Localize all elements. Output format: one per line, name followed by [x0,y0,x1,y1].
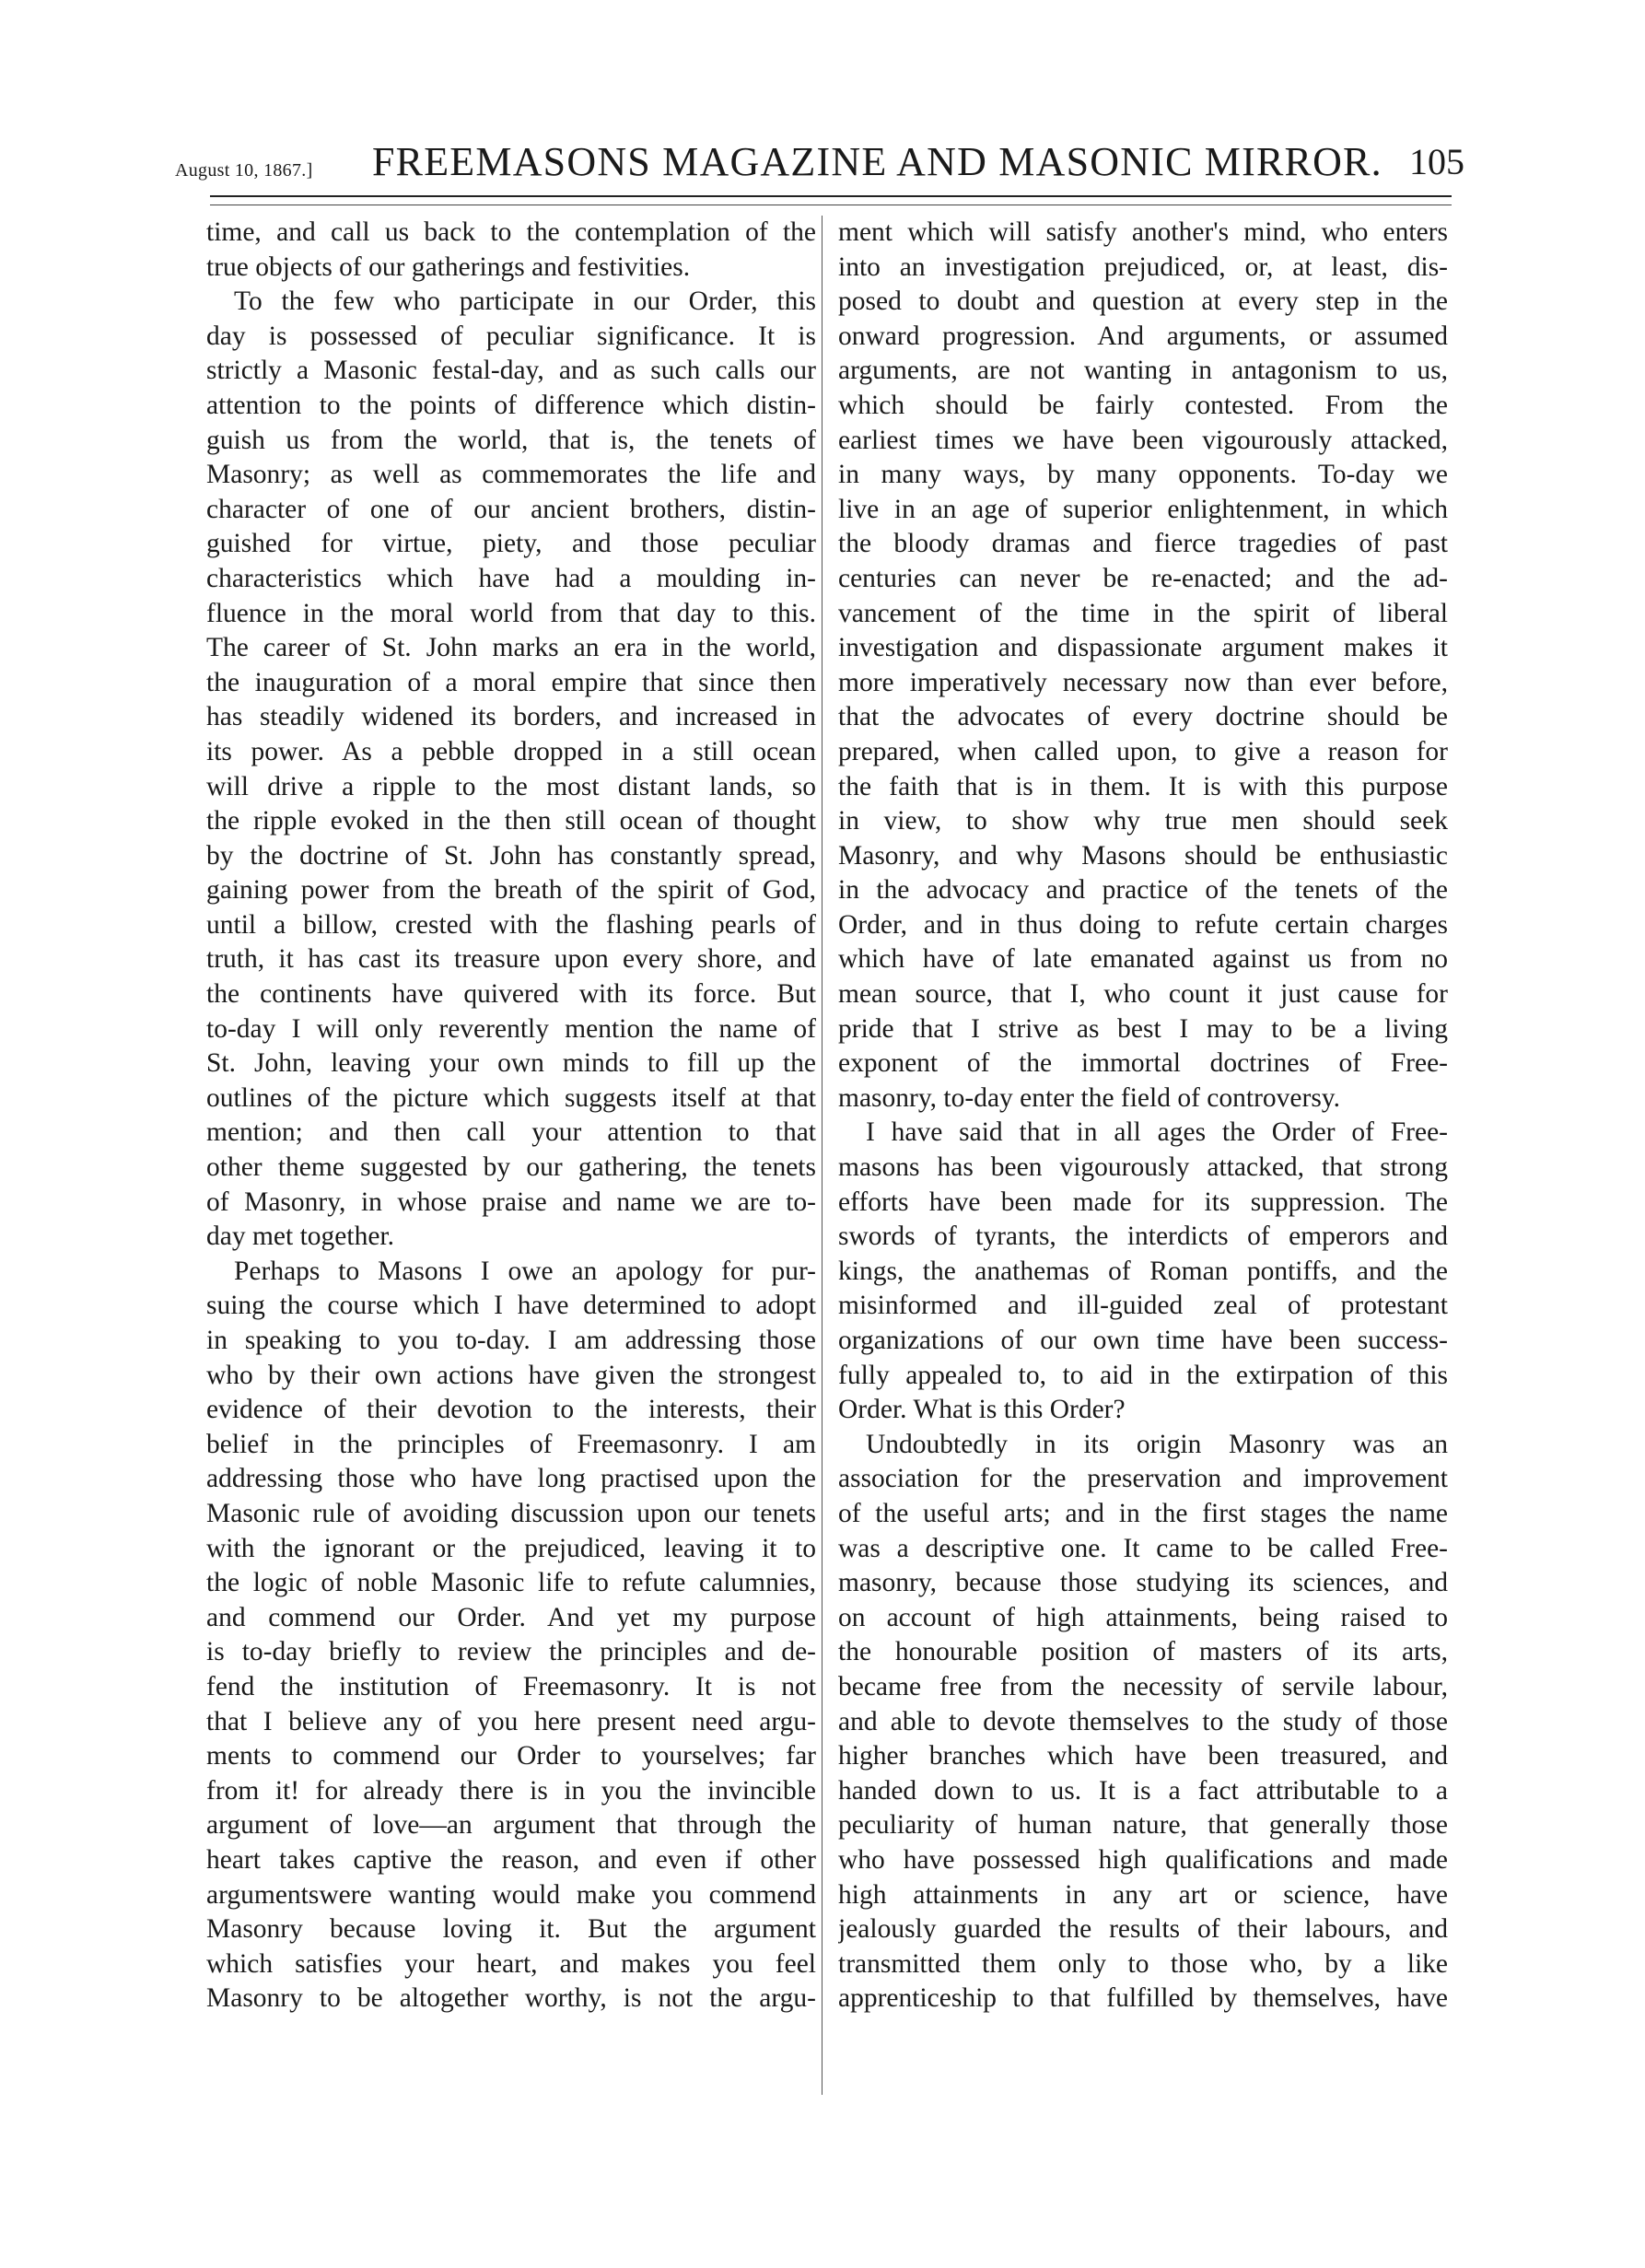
text-line: guish us from the world, that is, the tenets of [206,425,816,455]
text-line: prepared, when called upon, to give a reason for [838,736,1448,766]
text-line: to-day I will only reverently mention the name of [206,1013,816,1044]
text-line: swords of tyrants, the interdicts of emperors and [838,1222,1448,1252]
text-line: vancement of the time in the spirit of liberal [838,598,1448,628]
text-line: St. John, leaving your own minds to fill up the [206,1048,816,1079]
text-line: fend the institution of Freemasonry. It is not [206,1671,816,1701]
text-line: transmitted them only to those who, by a like [838,1948,1448,1979]
text-line: misinformed and ill-guided zeal of protestant [838,1291,1448,1321]
text-line: earliest times we have been vigourously attacked, [838,425,1448,455]
text-line: who have possessed high qualifications and made [838,1844,1448,1875]
text-line: day met together. [206,1222,394,1252]
text-line: with the ignorant or the prejudiced, leaving it to [206,1533,816,1563]
text-line: addressing those who have long practised upon the [206,1464,816,1494]
text-line: posed to doubt and question at every step in the [838,286,1448,317]
text-line: became free from the necessity of servile labour, [838,1671,1448,1701]
text-line: apprenticeship to that fulfilled by themselves, have [838,1983,1448,2014]
text-line: which should be fairly contested. From the [838,390,1448,420]
text-line: Masonic rule of avoiding discussion upon our tenets [206,1498,816,1528]
text-line: was a descriptive one. It came to be called Free- [838,1533,1448,1563]
text-line: other theme suggested by our gathering, the tenets [206,1152,816,1183]
text-line: in view, to show why true men should seek [838,806,1448,836]
text-line: argumentswere wanting would make you commend [206,1879,816,1910]
text-line: argument of love—an argument that through the [206,1810,816,1841]
text-line: I have said that in all ages the Order of Free- [866,1117,1448,1148]
text-line: peculiarity of human nature, that generally those [838,1810,1448,1841]
text-line: in speaking to you to-day. I am addressing those [206,1326,816,1355]
text-line: Perhaps to Masons I owe an apology for pur- [234,1256,816,1286]
text-line: truth, it has cast its treasure upon every shore, and [206,944,816,975]
text-line: in many ways, by many opponents. To-day we [838,460,1448,490]
page-number: 105 [1409,141,1464,182]
text-line: strictly a Masonic festal-day, and as such calls our [206,356,816,386]
text-line: the faith that is in them. It is with this purpose [838,771,1448,801]
text-line: fluence in the moral world from that day to this. [206,598,816,628]
text-line: masonry, because those studying its sciences, and [838,1568,1448,1598]
text-line: To the few who participate in our Order, this [234,286,816,317]
text-line: by the doctrine of St. John has constantly spread, [206,840,816,871]
text-line: of the useful arts; and in the first stages the name [838,1498,1448,1528]
text-line: and able to devote themselves to the study of those [838,1706,1448,1736]
text-line: character of one of our ancient brothers, distin- [206,494,816,524]
text-line: heart takes captive the reason, and even if other [206,1844,816,1875]
text-line: more imperatively necessary now than ever before, [838,667,1448,697]
text-line: handed down to us. It is a fact attributable to a [838,1775,1448,1806]
text-line: arguments, are not wanting in antagonism to us, [838,356,1448,386]
text-line: of Masonry, in whose praise and name we are to- [206,1187,816,1217]
text-line: organizations of our own time have been success- [838,1326,1448,1355]
text-line: efforts have been made for its suppression. The [838,1187,1448,1217]
text-line: evidence of their devotion to the interests, their [206,1395,816,1425]
text-line: into an investigation prejudiced, or, at least, dis- [838,251,1448,282]
text-line: that I believe any of you here present need argu- [206,1706,816,1736]
text-line: masons has been vigourously attacked, that strong [838,1152,1448,1183]
text-line: ments to commend our Order to yourselves; far [206,1741,816,1771]
text-line: day is possessed of peculiar significance. It is [206,321,816,351]
text-line: will drive a ripple to the most distant lands, so [206,771,816,801]
text-line: Masonry, and why Masons should be enthusiastic [838,840,1448,871]
text-line: its power. As a pebble dropped in a still ocean [206,736,816,766]
text-line: mean source, that I, who count it just cause for [838,979,1448,1010]
text-line: in the advocacy and practice of the tenets of the [838,875,1448,906]
text-line: the inauguration of a moral empire that since then [206,667,816,697]
text-line: Masonry; as well as commemorates the life and [206,460,816,490]
text-line: the continents have quivered with its force. But [206,979,816,1010]
text-line: Order, and in thus doing to refute certain charges [838,909,1448,940]
text-line: exponent of the immortal doctrines of Free- [838,1048,1448,1079]
text-line: association for the preservation and improvement [838,1464,1448,1494]
text-line: jealously guarded the results of their labours, and [838,1914,1448,1945]
text-line: suing the course which I have determined to adopt [206,1291,816,1321]
text-line: time, and call us back to the contemplation of the [206,217,816,247]
text-line: who by their own actions have given the strongest [206,1360,816,1390]
text-line: pride that I strive as best I may to be a living [838,1013,1448,1044]
text-line: fully appealed to, to aid in the extirpation of this [838,1360,1448,1390]
text-line: Masonry because loving it. But the argument [206,1914,816,1945]
issue-date: August 10, 1867.] [175,160,313,181]
header-rule-top [210,195,1452,197]
text-line: kings, the anathemas of Roman pontiffs, and the [838,1256,1448,1286]
text-line: the honourable position of masters of its arts, [838,1637,1448,1667]
text-line: until a billow, crested with the flashing pearls of [206,909,816,940]
text-line: masonry, to-day enter the field of controversy. [838,1082,1341,1113]
magazine-title: FREEMASONS MAGAZINE AND MASONIC MIRROR. [372,139,1382,184]
text-line: high attainments in any art or science, have [838,1879,1448,1910]
text-line: the logic of noble Masonic life to refute calumnies, [206,1568,816,1598]
text-line: ment which will satisfy another's mind, who enters [838,217,1448,247]
text-line: and commend our Order. And yet my purpose [206,1602,816,1632]
text-line: attention to the points of difference which distin- [206,390,816,420]
text-line: has steadily widened its borders, and increased in [206,702,816,732]
text-line: which satisfies your heart, and makes you feel [206,1948,816,1979]
text-line: true objects of our gatherings and festivities. [206,251,691,282]
text-line: Order. What is this Order? [838,1395,1126,1425]
text-line: outlines of the picture which suggests itself at that [206,1082,816,1113]
text-line: gaining power from the breath of the spirit of God, [206,875,816,906]
running-header [175,127,1464,182]
text-line: characteristics which have had a moulding in- [206,563,816,593]
text-line: that the advocates of every doctrine should be [838,702,1448,732]
text-line: higher branches which have been treasured, and [838,1741,1448,1771]
text-line: which have of late emanated against us from no [838,944,1448,975]
text-line: Masonry to be altogether worthy, is not the argu- [206,1983,816,2014]
text-line: onward progression. And arguments, or assumed [838,321,1448,351]
text-line: The career of St. John marks an era in the world, [206,633,816,663]
text-line: the bloody dramas and fierce tragedies of past [838,529,1448,559]
text-line: is to-day briefly to review the principles and de- [206,1637,816,1667]
text-line: Undoubtedly in its origin Masonry was an [866,1429,1448,1459]
text-line: centuries can never be re-enacted; and the ad- [838,563,1448,593]
left-column [206,216,816,2017]
right-column [838,216,1448,2017]
text-line: from it! for already there is in you the invincible [206,1775,816,1806]
text-line: the ripple evoked in the then still ocean of thought [206,806,816,836]
text-line: belief in the principles of Freemasonry. I am [206,1429,816,1459]
text-line: mention; and then call your attention to that [206,1117,816,1148]
text-line: investigation and dispassionate argument makes it [838,633,1448,663]
text-line: guished for virtue, piety, and those peculiar [206,529,816,559]
text-line: on account of high attainments, being raised to [838,1602,1448,1632]
text-line: live in an age of superior enlightenment, in which [838,494,1448,524]
